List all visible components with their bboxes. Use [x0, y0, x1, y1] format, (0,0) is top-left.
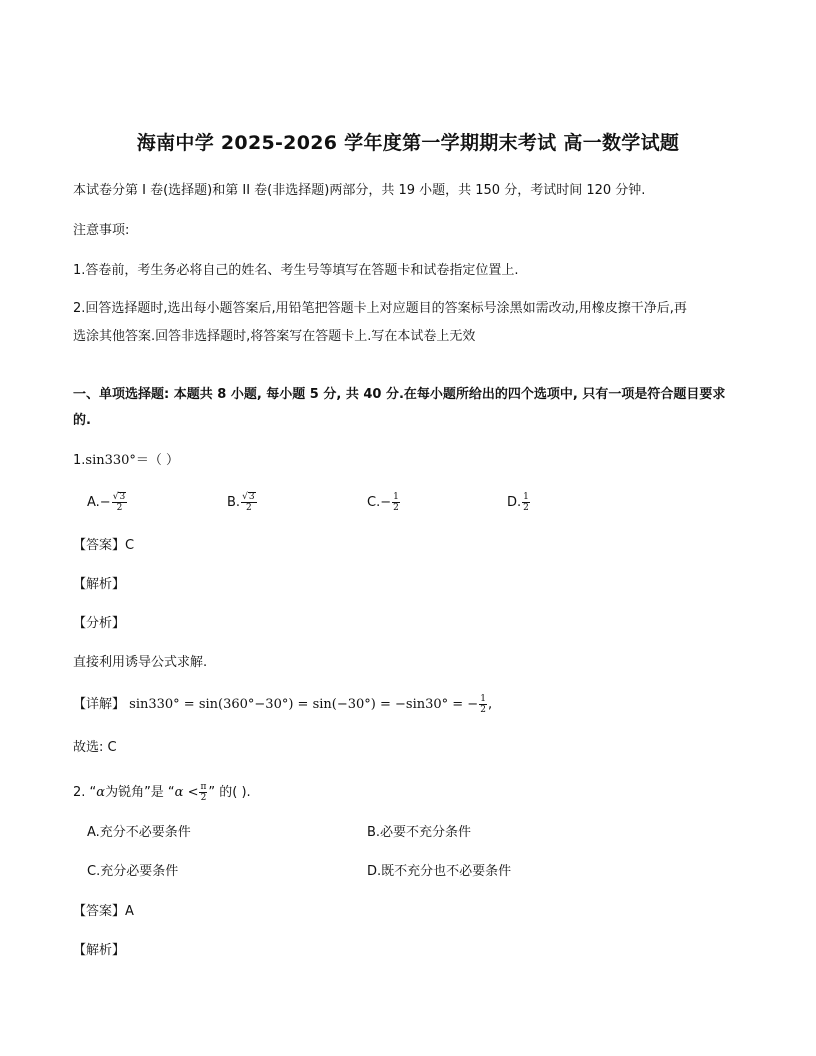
fraction-denominator: 2: [116, 503, 123, 513]
section-heading-line-1: 一、单项选择题: 本题共 8 小题, 每小题 5 分, 共 40 分.在每小题所给出的四个选项中, 只有一项是符合题目要求: [73, 387, 726, 402]
option-fraction: √ 3 2: [112, 492, 126, 513]
detail-label: 【详解】: [73, 697, 126, 712]
section-heading-line-2: 的.: [73, 413, 91, 428]
question-1-analysis-label: 【解析】: [73, 577, 126, 592]
option-fraction: [522, 492, 530, 513]
page-title: 海南中学 2025-2026 学年度第一学期期末考试 高一数学试题: [136, 132, 680, 154]
exam-description: 本试卷分第 I 卷(选择题)和第 II 卷(非选择题)两部分，共 19 小题，共 150 分，考试时间 120 分钟.: [73, 183, 646, 198]
question-2-analysis-label: 【解析】: [73, 943, 126, 958]
notice-heading: 注意事项:: [73, 223, 130, 238]
question-1-answer: 【答案】C: [73, 538, 135, 553]
fraction-numerator: 1: [480, 694, 486, 704]
question-2-option-a[interactable]: A.充分不必要条件: [87, 825, 191, 840]
fraction-numerator: π: [200, 782, 207, 792]
notice-item-2-line-1: 2.回答选择题时,选出每小题答案后,用铅笔把答题卡上对应题目的答案标号涂黑如需改动,用橡皮擦干净后,再: [73, 301, 687, 316]
question-1-expression: sin330°＝（ ）: [85, 453, 180, 468]
question-1-fenxi-text: 直接利用诱导公式求解.: [73, 655, 208, 670]
fraction-denominator: 2: [393, 503, 399, 513]
option-label: A.: [87, 495, 100, 510]
question-1-option-d[interactable]: [507, 492, 531, 513]
question-2-option-b[interactable]: B.必要不充分条件: [367, 825, 472, 840]
fraction-denominator: 2: [523, 503, 529, 513]
question-1-conclusion: 故选: C: [73, 740, 117, 755]
fraction-numerator: 1: [523, 492, 529, 502]
option-sign: −: [380, 495, 392, 510]
fraction-numerator: 3: [248, 492, 255, 502]
detail-fraction: [479, 694, 487, 715]
notice-item-2-line-2: 选涂其他答案.回答非选择题时,将答案写在答题卡上.写在本试卷上无效: [73, 329, 476, 344]
question-2-stem: [73, 782, 251, 803]
stem-prefix: 2. “: [73, 785, 97, 800]
question-1-detail: [73, 694, 492, 715]
detail-tail: ,: [487, 697, 493, 712]
question-1-stem: [73, 452, 179, 470]
question-2-option-d[interactable]: D.既不充分也不必要条件: [367, 864, 512, 879]
fraction-denominator: 2: [200, 793, 207, 803]
stem-middle: 为锐角”是 “: [105, 785, 175, 800]
option-sign: −: [99, 495, 111, 510]
option-fraction: √ 3 2: [242, 492, 255, 513]
question-1-option-a[interactable]: [87, 492, 128, 513]
option-fraction: [392, 492, 400, 513]
stem-end: ” 的( ).: [208, 785, 251, 800]
fraction-numerator: 3: [119, 492, 126, 502]
fraction-numerator: 1: [393, 492, 399, 502]
question-2-answer: 【答案】A: [73, 904, 134, 919]
notice-item-1: 1.答卷前，考生务必将自己的姓名、考生号等填写在答题卡和试卷指定位置上.: [73, 263, 519, 278]
question-1-number: 1.: [73, 453, 86, 468]
question-1-fenxi-label: 【分析】: [73, 616, 126, 631]
option-label: B.: [227, 495, 241, 510]
inequality: α <: [174, 785, 199, 800]
question-1-option-b[interactable]: [227, 492, 258, 513]
question-2-option-c[interactable]: C.充分必要条件: [87, 864, 179, 879]
question-1-option-c[interactable]: [367, 492, 401, 513]
fraction-denominator: 2: [245, 503, 252, 513]
option-label: D.: [507, 495, 522, 510]
detail-expression: sin330° = sin(360°−30°) = sin(−30°) = −sin30° = −: [129, 697, 479, 712]
option-label: C.: [367, 495, 381, 510]
pi-over-2-fraction: [199, 782, 207, 803]
fraction-denominator: 2: [480, 705, 486, 715]
alpha-symbol: α: [96, 785, 106, 800]
